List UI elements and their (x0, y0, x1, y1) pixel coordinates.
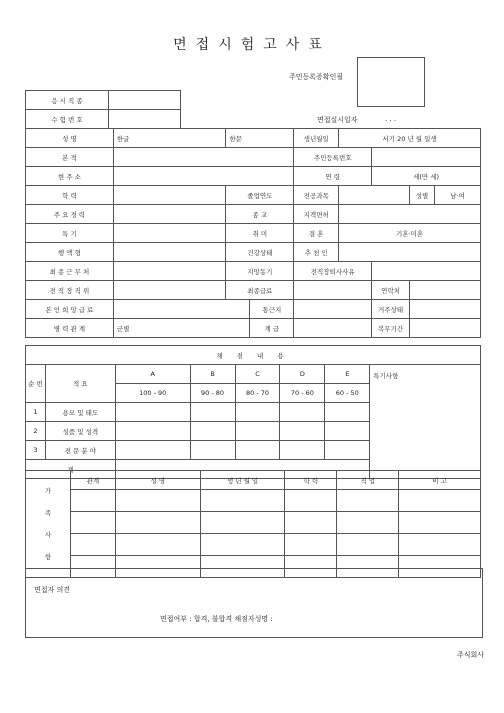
wish-salary-label: 본 인 희 망 급 료 (26, 300, 114, 319)
family-side-label: 가 족 사 항 (26, 471, 71, 578)
family-col-note: 비 고 (399, 471, 481, 490)
page-title: 면접시험고사표 (173, 37, 331, 53)
marriage-label: 결 혼 (294, 224, 339, 243)
score-cell[interactable] (280, 403, 325, 422)
family-cell[interactable] (399, 534, 481, 556)
career-kind-label: 종 교 (226, 205, 294, 224)
evaluation-table (25, 345, 481, 479)
marriage-value: 기혼·미혼 (339, 224, 481, 243)
score-cell[interactable] (280, 441, 325, 460)
service-period-label: 복무기간 (372, 319, 410, 338)
family-cell[interactable] (399, 512, 481, 534)
last-position-label: 전 직 장 직 위 (26, 281, 114, 300)
grade-d: D (280, 365, 325, 384)
col-item: 적 요 (45, 365, 115, 403)
address-field[interactable] (113, 167, 293, 186)
commute-field[interactable] (294, 300, 372, 319)
license-field[interactable] (339, 205, 481, 224)
eval-header: 채 점 내 용 (26, 346, 481, 365)
rank-label: 계 급 (250, 319, 294, 338)
range-c: 80 - 70 (235, 384, 280, 403)
interview-date-label: 면접실시일자 (317, 116, 358, 124)
last-work-field[interactable] (113, 262, 226, 281)
family-cell[interactable] (285, 534, 337, 556)
score-cell[interactable] (190, 403, 235, 422)
score-cell[interactable] (280, 422, 325, 441)
residence-label: 거주상태 (372, 300, 410, 319)
military-kind: 군별 (113, 319, 250, 338)
grad-year-label: 졸업연도 (226, 186, 294, 205)
family-col-education: 학 력 (285, 471, 337, 490)
address-label: 현 주 소 (26, 167, 114, 186)
special-notes-label: 특기사항 (370, 365, 481, 479)
career-label: 주 요 경 력 (26, 205, 114, 224)
eval-row-label: 용모 및 태도 (45, 403, 115, 422)
family-col-job: 직 업 (337, 471, 399, 490)
last-salary-field[interactable] (294, 281, 372, 300)
score-cell[interactable] (235, 422, 280, 441)
military-label: 병 력 관 계 (26, 319, 114, 338)
range-a: 100 - 90 (115, 384, 190, 403)
family-cell[interactable] (337, 534, 399, 556)
name-hanja: 한문 (226, 129, 294, 148)
eval-row-label: 성품 및 성격 (45, 422, 115, 441)
family-cell[interactable] (200, 512, 285, 534)
education-label: 학 력 (26, 186, 114, 205)
eval-row-no: 2 (26, 422, 46, 441)
score-cell[interactable] (190, 441, 235, 460)
opinion-box (25, 568, 483, 638)
grade-b: B (190, 365, 235, 384)
eval-row-no: 3 (26, 441, 46, 460)
eval-row-no: 1 (26, 403, 46, 422)
sex-label: 성별 (410, 186, 435, 205)
family-cell[interactable] (115, 534, 200, 556)
score-cell[interactable] (325, 422, 370, 441)
family-cell[interactable] (200, 490, 285, 512)
score-cell[interactable] (235, 441, 280, 460)
resident-no-field[interactable] (372, 148, 481, 167)
name-hangul: 한글 (113, 129, 226, 148)
last-work-label: 최 종 근 무 처 (26, 262, 114, 281)
special-field[interactable] (113, 224, 226, 243)
recommender-label: 추 천 인 (294, 243, 339, 262)
eval-total-label: 계 (26, 460, 116, 479)
major-label: 전공과목 (294, 186, 339, 205)
photo-box (357, 57, 425, 107)
grade-c: C (235, 365, 280, 384)
apply-job-field[interactable] (109, 91, 181, 110)
score-cell[interactable] (115, 403, 190, 422)
family-cell[interactable] (70, 512, 115, 534)
family-table (25, 470, 481, 578)
recommender-field[interactable] (339, 243, 481, 262)
service-period-field[interactable] (410, 319, 481, 338)
grade-e: E (325, 365, 370, 384)
col-no: 순 번 (26, 365, 46, 403)
opinion-result-line: 면접여부 : 합격, 불합격 채점자성명 : (160, 615, 273, 623)
exam-no-label: 수 험 번 호 (26, 110, 109, 129)
blood-label: 행 액 형 (26, 243, 114, 262)
domicile-label: 본 적 (26, 148, 114, 167)
id-check-label: 주민등록증확인필 (289, 73, 344, 81)
family-cell[interactable] (399, 490, 481, 512)
score-cell[interactable] (325, 403, 370, 422)
family-cell[interactable] (70, 490, 115, 512)
score-cell[interactable] (325, 441, 370, 460)
motive-label: 지망동기 (226, 262, 294, 281)
family-col-name: 성 명 (115, 471, 200, 490)
family-col-relation: 관계 (70, 471, 115, 490)
career-field[interactable] (113, 205, 226, 224)
age-label: 연 령 (294, 167, 372, 186)
contact-field[interactable] (410, 281, 481, 300)
name-label: 성 명 (26, 129, 114, 148)
grade-a: A (115, 365, 190, 384)
family-col-birth: 생 년 월 일 (200, 471, 285, 490)
family-cell[interactable] (337, 512, 399, 534)
major-field[interactable] (339, 186, 410, 205)
birth-label: 생년월일 (294, 129, 339, 148)
resign-reason-field[interactable] (372, 262, 481, 281)
sex-value: 남·여 (435, 186, 481, 205)
range-e: 60 - 50 (325, 384, 370, 403)
score-cell[interactable] (115, 422, 190, 441)
score-cell[interactable] (115, 441, 190, 460)
hobby-label: 취 미 (226, 224, 294, 243)
family-cell[interactable] (285, 490, 337, 512)
range-b: 90 - 80 (190, 384, 235, 403)
company-label: 주식회사 (456, 651, 484, 659)
wish-salary-field[interactable] (113, 300, 250, 319)
opinion-label: 면접자 의견 (34, 586, 71, 594)
family-cell[interactable] (337, 490, 399, 512)
contact-label: 연락처 (372, 281, 410, 300)
apply-job-label: 응 시 직 종 (26, 91, 109, 110)
resident-no-label: 주민등록번호 (294, 148, 372, 167)
interview-date-value: . . . (385, 115, 397, 123)
last-position-field[interactable] (113, 281, 226, 300)
education-field[interactable] (113, 186, 226, 205)
health-label: 건강상태 (226, 243, 294, 262)
personal-info-table (25, 128, 481, 338)
age-value: 세(만 세) (372, 167, 481, 186)
family-cell[interactable] (200, 534, 285, 556)
special-label: 특 기 (26, 224, 114, 243)
family-cell[interactable] (115, 512, 200, 534)
exam-no-field[interactable] (109, 110, 181, 129)
eval-row-label: 전 문 분 야 (45, 441, 115, 460)
domicile-field[interactable] (113, 148, 293, 167)
family-cell[interactable] (70, 534, 115, 556)
range-d: 70 - 60 (280, 384, 325, 403)
birth-value: 서기 20 년 월 일생 (339, 129, 481, 148)
commute-label: 통근지 (250, 300, 294, 319)
last-salary-label: 최종급료 (226, 281, 294, 300)
apply-table (25, 90, 181, 129)
license-label: 지격면허 (294, 205, 339, 224)
score-cell[interactable] (190, 422, 235, 441)
family-cell[interactable] (285, 512, 337, 534)
family-cell[interactable] (115, 490, 200, 512)
residence-field[interactable] (410, 300, 481, 319)
score-cell[interactable] (235, 403, 280, 422)
rank-field[interactable] (294, 319, 372, 338)
resign-reason-label: 전직장퇴사사유 (294, 262, 372, 281)
blood-field[interactable] (113, 243, 226, 262)
